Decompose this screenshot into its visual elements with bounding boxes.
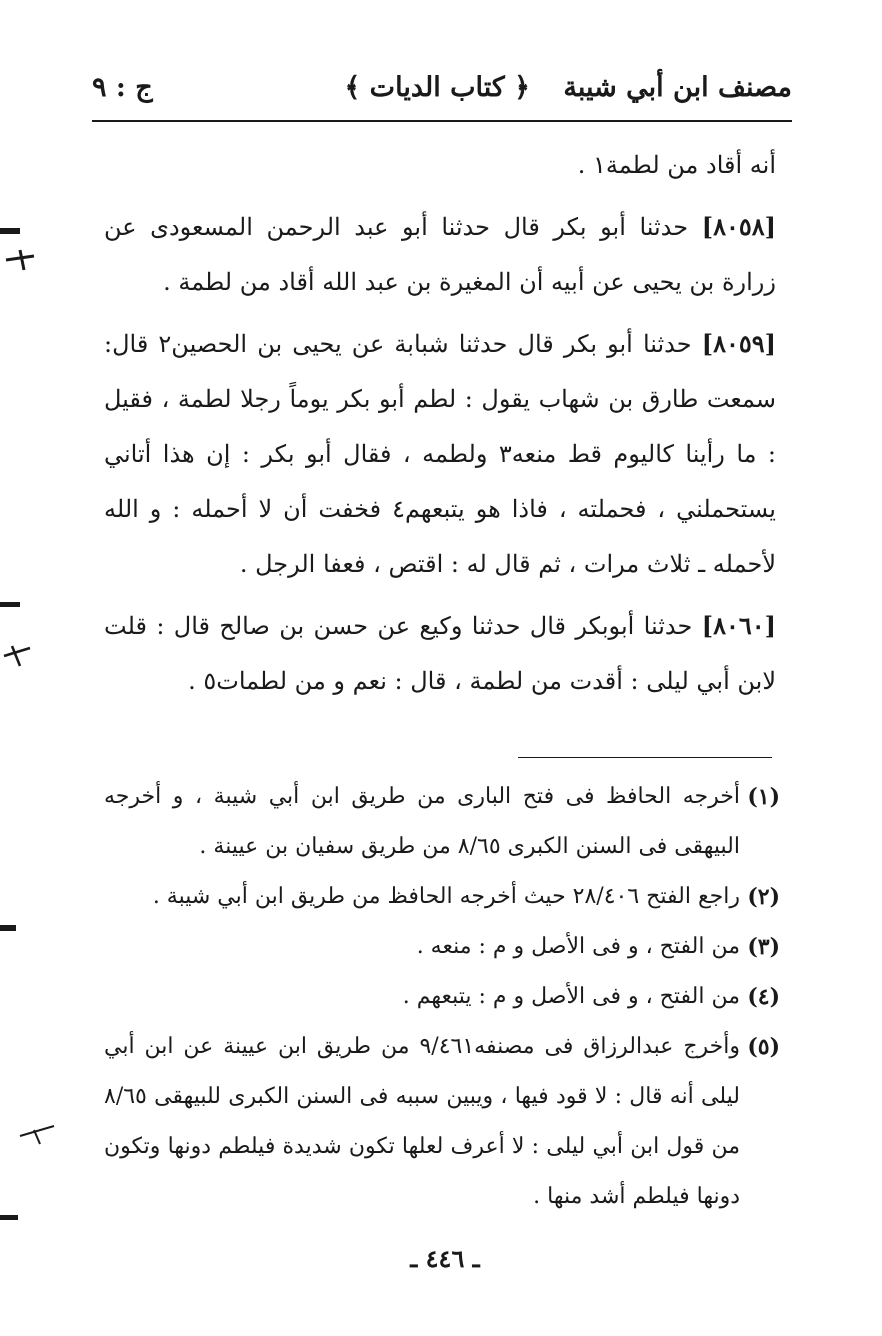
hadith-text: حدثنا أبوبكر قال حدثنا وكيع عن حسن بن صالح قال : قلت لابن أبي ليلى : أقدت من لطمة ، قال : نعم و من لطمات٥ . <box>104 612 776 695</box>
footnote-number: (٤) <box>747 984 780 1010</box>
footnote-number: (٥) <box>747 1034 780 1060</box>
footnote-number: (٣) <box>747 934 780 960</box>
hadith-paragraph <box>104 316 776 592</box>
footnotes <box>104 772 780 1222</box>
hadith-paragraph <box>104 598 776 709</box>
hadith-text: حدثنا أبو بكر قال حدثنا أبو عبد الرحمن المسعودى عن زرارة بن يحيى عن أبيه أن المغيرة بن عبد الله أقاد من لطمة . <box>104 213 776 296</box>
header-rule <box>92 120 792 122</box>
footnote-text: وأخرج عبدالرزاق فى مصنفه٩/٤٦١ من طريق ابن عيينة عن ابن أبي ليلى أنه قال : لا قود فيها ، ويبين سببه فى السنن الكبرى للبيهقى ٨/٦٥ من قول ابن أبي ليلى : لا أعرف لعلها تكون شديدة فيلطم دونها وتكون دونها فيلطم أشد منها . <box>104 1034 740 1209</box>
paragraph <box>104 138 776 193</box>
hadith-paragraph <box>104 199 776 310</box>
footnote-text: من الفتح ، و فى الأصل و م : يتبعهم . <box>402 984 740 1009</box>
footnote <box>104 972 780 1022</box>
scan-mark <box>0 602 20 607</box>
hadith-text: حدثنا أبو بكر قال حدثنا شبابة عن يحيى بن الحصين٢ قال: سمعت طارق بن شهاب يقول : لطم أبو بكر يوماً رجلا لطمة ، فقيل : ما رأينا كاليوم قط منعه٣ ولطمه ، فقال أبو بكر : إن هذا أتاني يستحملني ، فحملته ، فاذا هو يتبعهم٤ فخفت أن لا أحمله : و الله لأحمله ـ ثلاث مرات ، ثم قال له : اقتص ، فعفا الرجل . <box>104 330 776 578</box>
book-title: مصنف ابن أبي شيبة <box>563 72 792 103</box>
chapter-title: ﴿ كتاب الديات ﴾ <box>344 72 530 103</box>
hadith-number: [٨٠٥٨] <box>701 212 776 241</box>
hadith-number: [٨٠٥٩] <box>701 329 776 358</box>
footnote-number: (٢) <box>747 884 780 910</box>
footnote <box>104 1022 780 1222</box>
footnote-text: أخرجه الحافظ فى فتح البارى من طريق ابن أبي شيبة ، و أخرجه البيهقى فى السنن الكبرى ٨/٦٥ من طريق سفيان بن عيينة . <box>104 784 740 859</box>
scan-mark <box>0 1215 18 1220</box>
footnote-separator <box>518 757 772 758</box>
volume-number: ج : ٩ <box>92 72 153 103</box>
main-text <box>104 138 776 715</box>
scan-mark <box>4 246 38 274</box>
running-header <box>92 66 792 120</box>
footnote-number: (١) <box>747 784 780 810</box>
footnote <box>104 772 780 872</box>
hadith-number: [٨٠٦٠] <box>701 611 776 640</box>
footnote <box>104 872 780 922</box>
scan-mark <box>18 1120 58 1148</box>
paragraph-text: أنه أقاد من لطمة١ . <box>577 151 776 179</box>
scan-mark <box>0 925 16 931</box>
footnote <box>104 922 780 972</box>
scan-mark <box>0 228 20 234</box>
page-number: ـ ٤٤٦ ـ <box>410 1244 480 1273</box>
footnote-text: راجع الفتح ٢٨/٤٠٦ حيث أخرجه الحافظ من طريق ابن أبي شيبة . <box>152 884 740 909</box>
scan-mark <box>2 640 34 668</box>
footnote-text: من الفتح ، و فى الأصل و م : منعه . <box>416 934 740 959</box>
